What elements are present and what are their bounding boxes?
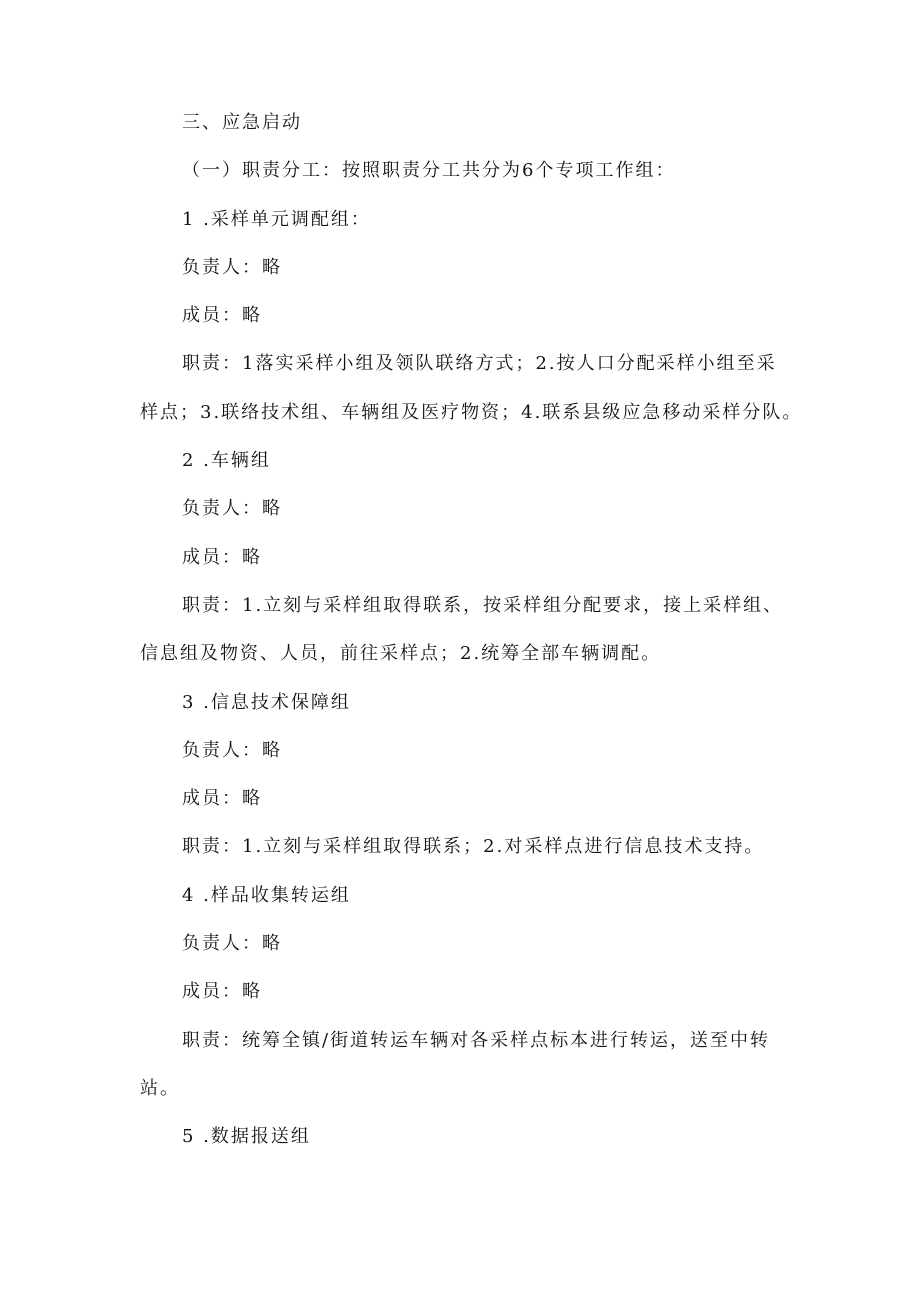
group-title: 4 .样品收集转运组	[182, 884, 351, 906]
subsection-heading: （一）职责分工：按照职责分工共分为6个专项工作组：	[182, 160, 676, 182]
group-duty-line-cont: 样点；3.联络技术组、车辆组及医疗物资；4.联系县级应急移动采样分队。	[140, 401, 803, 423]
group-leader: 负责人：略	[182, 256, 282, 278]
group-members: 成员：略	[182, 981, 262, 1003]
group-members: 成员：略	[182, 788, 262, 810]
group-duty-line-cont: 信息组及物资、人员，前往采样点；2.统筹全部车辆调配。	[140, 643, 662, 665]
section-heading: 三、应急启动	[182, 112, 302, 133]
group-duty-line: 职责：1.立刻与采样组取得联系；2.对采样点进行信息技术支持。	[182, 836, 765, 858]
group-duty-line: 职责：统筹全镇/街道转运车辆对各采样点标本进行转运，送至中转	[182, 1029, 771, 1051]
group-duty-line: 职责：1.立刻与采样组取得联系，按采样组分配要求，接上采样组、	[182, 594, 784, 616]
group-duty-line-cont: 站。	[140, 1077, 180, 1099]
group-members: 成员：略	[182, 305, 262, 327]
group-title: 1 .采样单元调配组：	[182, 208, 371, 230]
group-leader: 负责人：略	[182, 498, 282, 520]
group-leader: 负责人：略	[182, 739, 282, 761]
group-duty-line: 职责：1落实采样小组及领队联络方式；2.按人口分配采样小组至采	[182, 353, 777, 375]
group-title: 2 .车辆组	[182, 450, 271, 472]
group-leader: 负责人：略	[182, 933, 282, 955]
group-members: 成员：略	[182, 546, 262, 568]
group-title: 5 .数据报送组	[182, 1126, 311, 1148]
document-body	[140, 111, 803, 1174]
group-title: 3 .信息技术保障组	[182, 691, 351, 713]
